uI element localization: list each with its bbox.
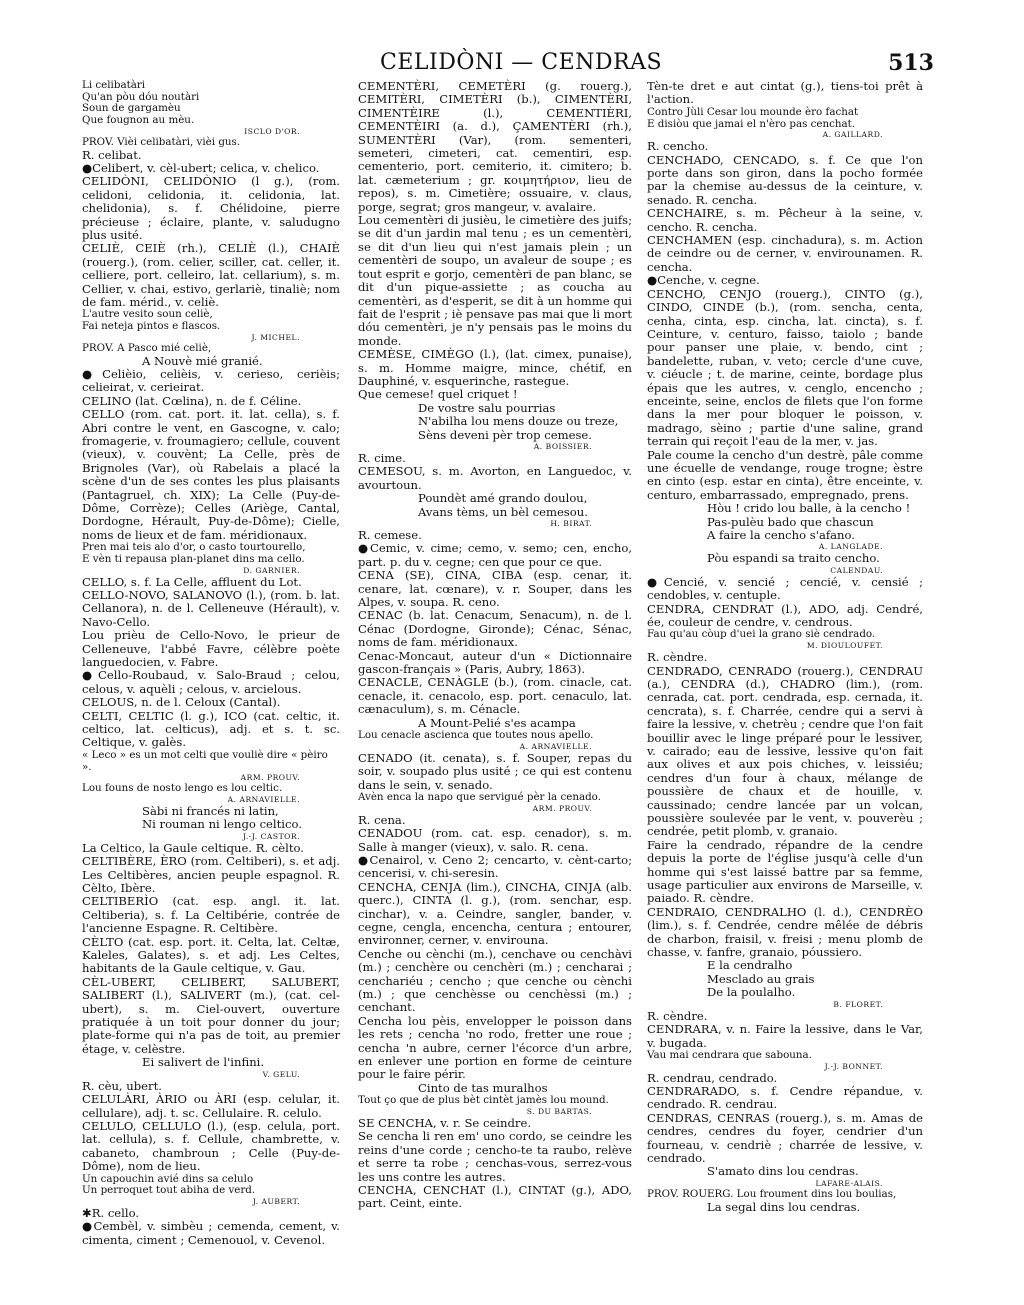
quotation-line: Que fougnon au mèu. xyxy=(82,114,195,127)
dictionary-entry: CELLO (rom. cat. port. it. lat. cella), s. f. Abri contre le vent, en Gascogne, v. calo; fromagerie, v. froumagiero; cellule, couvent (vieux), v. couvènt; La Celle, près de Brignoles (Var), où Rabelais a placé la scène d'un de ses contes les plus plaisants (Pantagruel, ch. XIX); La Celle (Puy-de-Dôme, Corrèze); Celles (Ariège, Cantal, Dordogne, Hérault, Puy-de-Dôme); Cielle, noms de lieux et de fam. méridionaux. xyxy=(82,407,340,542)
quotation-line: Pas-pulèu bado que chascun xyxy=(707,514,874,529)
dictionary-entry: CENDRARA, v. n. Faire la lessive, dans le Var, v. bugada. xyxy=(647,1022,923,1050)
dictionary-entry: CELULÀRI, ÀRIO ou ÀRI (esp. celular, it. cellulare), adj. t. sc. Cellulaire. R. celulo. xyxy=(82,1092,340,1120)
dictionary-entry: CELIÈ, CEIÈ (rh.), CELIÈ (l.), CHAIÈ (rouerg.), (rom. celier, sciller, cat. celler, it. celliere, port. celleiro, lat. cellarium), s. m. Cellier, v. chai, estivo, gerlariè, tinaliè; nom de fam. mérid., v. celiè. xyxy=(82,241,340,309)
dictionary-entry: ●Cello-Roubaud, v. Salo-Braud ; celou, celous, v. aquèli ; celous, v. arcielous. xyxy=(82,668,340,696)
dictionary-entry: R. cena. xyxy=(358,812,406,827)
quotation-line: Hòu ! crido lou balle, à la cencho ! xyxy=(707,501,911,516)
column-right xyxy=(647,80,923,1214)
quotation-line: Soun de gargamèu xyxy=(82,102,181,115)
quotation-source: J. AUBERT. xyxy=(252,1196,300,1206)
dictionary-entry: CELIDÒNI, CELIDÒNIO (l g.), (rom. celidoni, celidonia, it. celidonia, lat. chelidonia), s. f. Chélidoine, pierre précieuse ; éclaire, plante, v. saludugno plus usité. xyxy=(82,174,340,242)
dictionary-entry: ●Cencié, v. sencié ; cencié, v. censié ; cendobles, v. centuple. xyxy=(647,574,923,603)
dictionary-entry: CENDRAS, CENRAS (rouerg.), s. m. Amas de cendres, cendres du foyer, cendrier d'un fourneau, v. cendriè ; charrée de lessive, v. cendrado. xyxy=(647,1110,923,1166)
quotation-source: ARM. PROUV. xyxy=(532,803,592,813)
quotation-source: A. ARNAVIELLE. xyxy=(227,794,300,804)
dictionary-entry: CELLO-NOVO, SALANOVO (l.), (rom. b. lat. Cellanora), n. de l. Celleneuve (Hérault), v. Navo-Cello. xyxy=(82,588,340,629)
quotation-line: S'amato dins lou cendras. xyxy=(707,1164,859,1179)
dictionary-entry: R. cèu, ubert. xyxy=(82,1078,162,1093)
quotation-line: Lou founs de nosto lengo es lou celtic. xyxy=(82,782,283,795)
dictionary-entry: CENDRAIO, CENDRALHO (l. d.), CENDRÈO (lim.), s. f. Cendrée, cendre mêlée de débris de charbon, fraisil, v. freisi ; menu plomb de chasse, v. fanfre, granaio, póussiero. xyxy=(647,904,923,960)
quotation-source: B. FLORET. xyxy=(833,999,883,1009)
quotation-source: A. LANGLADE. xyxy=(818,542,883,552)
dictionary-entry: CELLO, s. f. La Celle, affluent du Lot. xyxy=(82,574,302,589)
quotation-line: Ni rouman ni lengo celtico. xyxy=(142,817,302,832)
quotation-source: M. DIOULOUFET. xyxy=(806,641,883,651)
dictionary-entry: CENDRARADO, s. f. Cendre répandue, v. cendrado. R. cendrau. xyxy=(647,1084,923,1112)
quotation-line: Poundèt amé grando doulou, xyxy=(418,491,588,506)
dictionary-entry: CEMENTÈRI, CEMETÈRI (g. rouerg.), CEMITÈRI, CIMETÈRI (b.), CIMENTÈRI, CIMENTÈIRE (l.), CEMENTIÈRI, CEMENTÈIRI (a. d.), ÇAMENTÈRI (rh.), SUMENTÈRI (Var), (rom. sementeri, semeteri, cimeteri, cat. cementiri, esp. cementerio, port. cemiterio, it. cimitero; b. lat. cæmeterium ; gr. κοιμητήριον, lieu de repos), s. m. Cimetière; ossuaire, v. claus, porge, segrat; gros mangeur, v. avalaire. xyxy=(358,79,632,214)
dictionary-entry: R. cencho. xyxy=(647,139,709,154)
quotation-source: J.-J. BONNET. xyxy=(824,1061,883,1071)
quotation-line: A faire la cencho s'afano. xyxy=(707,528,855,542)
quotation-source: S. DU BARTAS. xyxy=(526,1106,592,1116)
dictionary-entry: CÈL-UBERT, CELIBERT, SALUBERT, SALIBERT (l.), SALIVERT (m.), (cat. cel-ubert), s. m. Ciel-ouvert, ouverture pratiquée à un toit pour donner du jour; plate-forme qui n'a pas de toit, au premier étage, v. celèstre. xyxy=(82,974,340,1056)
quotation-line: La segal dins lou cendras. xyxy=(707,1199,861,1214)
dictionary-entry: CENAC (b. lat. Cenacum, Senacum), n. de l. Cénac (Dordogne, Gironde); Cénac, Sénac, noms de fam. méridionaux. xyxy=(358,608,632,650)
dictionary-entry: Tèn-te dret e aut cintat (g.), tiens-toi prêt à l'action. xyxy=(647,79,923,107)
quotation-line: A Mount-Pelié s'es acampa xyxy=(418,715,576,730)
quotation-source: J. MICHEL. xyxy=(251,332,300,342)
quotation-source: A. GAILLARD. xyxy=(822,130,883,140)
quotation-line: E la cendralho xyxy=(707,958,793,973)
page-number: 513 xyxy=(888,50,934,76)
dictionary-entry: ✱R. cello. xyxy=(82,1205,140,1220)
quotation-source: ARM. PROUV. xyxy=(240,773,300,783)
dictionary-entry: CENCHA, CENCHAT (l.), CINTAT (g.), ADO, part. Ceint, einte. xyxy=(358,1182,632,1211)
quotation-line: De vostre salu pourrias xyxy=(418,400,556,415)
dictionary-entry: Pale coume la cencho d'un destrè, pâle comme une écuelle de vendange, rouge trogne; èstre en cinto (esp. estar en cinta), être enceinte, v. centuro, embarrassado, empregnado, prens. xyxy=(647,447,923,502)
dictionary-entry: R. cime. xyxy=(358,450,406,465)
dictionary-entry: ●Cemic, v. cime; cemo, v. semo; cen, encho, part. p. du v. cegne; cen que pour ce que. xyxy=(358,541,632,569)
dictionary-entry: CENA (SE), CINA, CIBA (esp. cenar, it. cenare, lat. cœnare), v. r. Souper, dans les Alpes, v. soupa. R. ceno. xyxy=(358,568,632,610)
proverb-line: PROV. A Pasco mié celiè, xyxy=(82,341,212,354)
page-header xyxy=(0,50,1024,80)
column-left xyxy=(82,80,340,1247)
dictionary-entry: CEMESOU, s. m. Avorton, en Languedoc, v. avourtoun. xyxy=(358,464,632,492)
dictionary-entry: CELOUS, n. de l. Celoux (Cantal). xyxy=(82,695,281,710)
quotation-source: LAFARE-ALAIS. xyxy=(815,1178,883,1188)
dictionary-entry: CENDRA, CENDRAT (l.), ADO, adj. Cendré, ée, couleur de cendre, v. cendrous. xyxy=(647,601,923,630)
dictionary-entry: Se cencha li ren em' uno cordo, se ceindre les reins d'une corde ; cencho-te ta raubo, relève et serre ta robe ; cenchas-vous, serrez-vous les uns contre les autres. xyxy=(358,1129,632,1184)
quotation-line: E disiòu que jamai el n'èro pas cenchat. xyxy=(647,117,856,130)
quotation-source: J.-J. CASTOR. xyxy=(242,831,300,841)
quotation-line: N'abilha lou mens douze ou treze, xyxy=(418,414,619,429)
dictionary-entry: CENCHADO, CENCADO, s. f. Ce que l'on porte dans son giron, dans la pocho formée par la chemise au-dessus de la ceinture, v. senado. R. cencha. xyxy=(647,152,923,207)
running-title: CELIDÒNI — CENDRAS xyxy=(380,50,663,75)
quotation-line: Fau qu'au còup d'uei la grano siè cendrado. xyxy=(647,628,876,641)
quotation-line: Mesclado au grais xyxy=(707,971,815,986)
quotation-source: A. ARNAVIELLE. xyxy=(519,741,592,751)
dictionary-entry: CENCHAIRE, s. m. Pêcheur à la seine, v. cencho. R. cencha. xyxy=(647,206,923,234)
quotation-line: Sèns deveni pèr trop cemese. xyxy=(418,427,592,442)
dictionary-entry: ●Celièio, celièis, v. cerieso, cerièis; celieirat, v. cerieirat. xyxy=(82,366,340,395)
dictionary-entry: CENCHO, CENJO (rouerg.), CINTO (g.), CINDO, CINDE (b.), (rom. sencha, centa, cenha, cinta, esp. cincha, lat. cincta), s. f. Ceinture, v. centuro, faisso, taiolo ; bande pour panser une plaie, v. bendo, cint ; bandelette, ruban, v. veto; cercle d'une cuve, v. ciéucle ; t. de marine, ceinte, bordage plus épais que les autres, v. cenglo, encencho ; enceinte, seine, enclos de filets que l'on forme dans la mer pour bloquer le poisson, v. madrago, sèino ; partie d'une saline, grand terrain qui reçoit l'eau de la mer, v. jas. xyxy=(647,286,923,449)
quotation-line: Qu'an pòu dóu noutàri xyxy=(82,90,200,103)
quotation-line: Fai neteja pintos e flascos. xyxy=(82,320,221,333)
column-middle xyxy=(358,80,632,1211)
proverb-line: PROV. ROUERG. Lou froument dins lou boulias, xyxy=(647,1187,897,1200)
dictionary-entry: CELTIBERÌO (cat. esp. angl. it. lat. Celtiberia), s. f. La Celtibérie, contrée de l'ancienne Espagne. R. Celtibère. xyxy=(82,894,340,936)
quotation-line: E vèn ti repausa plan-planet dins ma cello. xyxy=(82,552,305,565)
quotation-source: D. GARNIER. xyxy=(243,565,300,575)
quotation-source: A. BOISSIER. xyxy=(533,441,592,451)
quotation-line: Un perroquet tout abiha de verd. xyxy=(82,1184,256,1197)
quotation-line: L'autre vesito soun celiè, xyxy=(82,308,213,321)
quotation-line: Tout ço que de plus bèt cintèt jamès lou mound. xyxy=(358,1094,609,1107)
dictionary-entry: ●Cembèl, v. simbèu ; cemenda, cement, v. cimenta, ciment ; Cemenouol, v. Cevenol. xyxy=(82,1219,340,1247)
dictionary-entry: R. cemese. xyxy=(358,528,422,542)
dictionary-entry: ●Cenairol, v. Ceno 2; cencarto, v. cènt-carto; cencerisi, v. chi-seresin. xyxy=(358,852,632,881)
dictionary-entry: CELTIBÈRE, ÈRO (rom. Celtiberi), s. et adj. Les Celtibères, ancien peuple espagnol. R. Cèlto, Ibère. xyxy=(82,854,340,896)
quotation-line: Pren mai teis alo d'or, o casto tourtourello, xyxy=(82,541,306,554)
dictionary-entry: Lou cementèri di jusièu, le cimetière des juifs; se dit d'un jardin mal tenu ; es un cementèri, se dit d'un lieu qui n'est jamais plein ; un cementèri de soupo, un avaleur de soupe ; es tout esprit e gorjo, cementèri de pan blanc, se dit d'un pique-assiette ; as coucha au cementèri, as d'esperit, se dit à un homme qui fait de l'esprit ; iè pensave pas mai que li mort dóu cementèri, je n'y pensais pas le moins du monde. xyxy=(358,213,632,348)
quotation-line: Avans tèms, un bèl cemesou. xyxy=(418,504,588,519)
quotation-line: A Nouvè mié granié. xyxy=(142,353,263,368)
quotation-line: De la poulalho. xyxy=(707,985,796,1000)
quotation-line: Contro Jùli Cesar lou mounde èro fachat xyxy=(647,105,859,118)
quotation-line: Vau mai cendrara que sabouna. xyxy=(647,1048,812,1061)
dictionary-entry: ●Celibert, v. cèl-ubert; celica, v. chelico. xyxy=(82,160,320,175)
dictionary-entry: Cenac-Moncaut, auteur d'un « Dictionnaire gascon-français » (Paris, Aubry, 1863). xyxy=(358,648,632,677)
dictionary-entry: R. cèndre. xyxy=(647,650,708,665)
quotation-line: Ei salivert de l'infini. xyxy=(142,1055,265,1070)
proverb-line: PROV. Vièi celibatàri, vièi gus. xyxy=(82,135,241,148)
dictionary-entry: SE CENCHA, v. r. Se ceindre. xyxy=(358,1115,532,1130)
dictionary-entry: CELTI, CELTIC (l. g.), ICO (cat. celtic, it. celtico, lat. celticus), adj. et s. t. sc. Celtique, v. galès. xyxy=(82,708,340,750)
quotation-source: V. GELU. xyxy=(262,1069,300,1079)
dictionary-entry: R. celibat. xyxy=(82,147,142,162)
quotation-line: Li celibatàri xyxy=(82,79,146,91)
quotation-source: H. BIRAT. xyxy=(550,519,592,528)
dictionary-entry: CELINO (lat. Cœlina), n. de f. Céline. xyxy=(82,393,302,408)
dictionary-entry: CENCHA, CENJA (lim.), CINCHA, CINJA (alb. querc.), CINTA (l. g.), (rom. senchar, esp. cinchar), v. a. Ceindre, sangler, bander, v. cegne, cengla, encencha, centura ; entourer, environner, cerner, v. envirouna. xyxy=(358,879,632,948)
dictionary-entry: CENADOU (rom. cat. esp. cenador), s. m. Salle à manger (vieux), v. salo. R. cena. xyxy=(358,826,632,854)
dictionary-entry: R. cèndre. xyxy=(647,1008,708,1023)
quotation-line: Lou cenacle ascienca que toutes nous apello. xyxy=(358,729,594,742)
dictionary-entry: Cenche ou cènchi (m.), cenchave ou cenchàvi (m.) ; cenchère ou cenchèri (m.) ; cencharai ; cenchariéu ; cencho ; que cenche ou cènchi (m.) ; que cenchèsse ou cenchèssi (m.) ; cenchant. xyxy=(358,946,632,1015)
dictionary-entry: CEMÈSE, CIMÈGO (l.), (lat. cimex, punaise), s. m. Homme maigre, mince, chétif, en Dauphiné, v. esquerinche, rastegue. xyxy=(358,347,632,388)
dictionary-entry: CENADO (it. cenata), s. f. Souper, repas du soir, v. soupado plus usité ; ce qui est contenu dans le sein, v. senado. xyxy=(358,750,632,792)
dictionary-entry: R. cendrau, cendrado. xyxy=(647,1070,778,1085)
dictionary-entry: Que cemese! quel criquet ! xyxy=(358,387,518,402)
dictionary-entry: CÈLTO (cat. esp. port. it. Celta, lat. Celtæ, Kaleles, Galates), s. et adj. Les Celtes, habitants de la Gaule celtique, v. Gau. xyxy=(82,934,340,976)
dictionary-entry: CENACLE, CENÀGLE (b.), (rom. cinacle, cat. cenacle, it. cenacolo, esp. port. cenaculo, lat. cænaculum), s. m. Cénacle. xyxy=(358,675,632,717)
quotation-line: Pòu espandi sa traito cencho. xyxy=(707,551,880,566)
dictionary-entry: ●Cenche, v. cegne. xyxy=(647,273,760,288)
dictionary-entry: CELULO, CELLULO (l.), (esp. celula, port. lat. cellula), s. f. Cellule, chambrette, v. cabaneto, chambroun ; Celle (Puy-de-Dôme), nom de lieu. xyxy=(82,1118,340,1174)
quotation-line: Sàbi ni francés ni latin, xyxy=(142,803,279,818)
dictionary-entry: CENDRADO, CENRADO (rouerg.), CENDRAU (a.), CENDRA (d.), CHADRO (lim.), (rom. cenrada, cat. port. cendrada, esp. cernada, it. cencrata), s. f. Charrée, cendre qui a servi à faire la lessive, v. chetrèu ; cendre que l'on fait bouillir avec le linge préparé pour le lessiver, v. cairado; eau de lessive, lessive qu'on fait aux olives et aux pois chiches, v. leissiéu; cendres d'un four à chaux, mélange de poussière de chaux et de houille, v. caussinado; cendre lancée par un volcan, poussière soulevée par le vent, v. pouverèu ; cendrée, petit plomb, v. granaio. xyxy=(647,663,923,839)
dictionary-entry: Lou prièu de Cello-Novo, le prieur de Celleneuve, l'abbé Favre, célèbre poète languedocien, v. Fabre. xyxy=(82,628,340,670)
quotation-line: Cinto de tas muralhos xyxy=(418,1080,548,1095)
quotation-line: Avèn enca la napo que servigué pèr la cenado. xyxy=(358,791,601,804)
dictionary-entry: Faire la cendrado, répandre de la cendre depuis la porte de l'église jusqu'à celle d'un homme qui s'est laissé battre par sa femme, usage particulier aux environs de Marseille, v. paiado. R. cèndre. xyxy=(647,837,923,906)
dictionary-entry: CENCHAMEN (esp. cinchadura), s. m. Action de ceindre ou de cerner, v. envirounamen. R. cencha. xyxy=(647,233,923,274)
quotation-source: CALENDAU. xyxy=(830,565,883,575)
dictionary-entry: La Celtico, la Gaule celtique. R. cèlto. xyxy=(82,840,304,855)
quotation-line: Un capouchin avié dins sa celulo xyxy=(82,1172,254,1185)
quotation-line: « Leco » es un mot celti que vouliè dire « pèiro ». xyxy=(82,748,328,773)
dictionary-entry: Cencha lou pèis, envelopper le poisson dans les rets ; cencha 'no rodo, fretter une roue ; cencha 'n aubre, cerner l'écorce d'un arbre, en enlever une portion en forme de ceinture pour le faire périr. xyxy=(358,1013,632,1082)
quotation-source: ISCLO D'OR. xyxy=(244,126,300,136)
